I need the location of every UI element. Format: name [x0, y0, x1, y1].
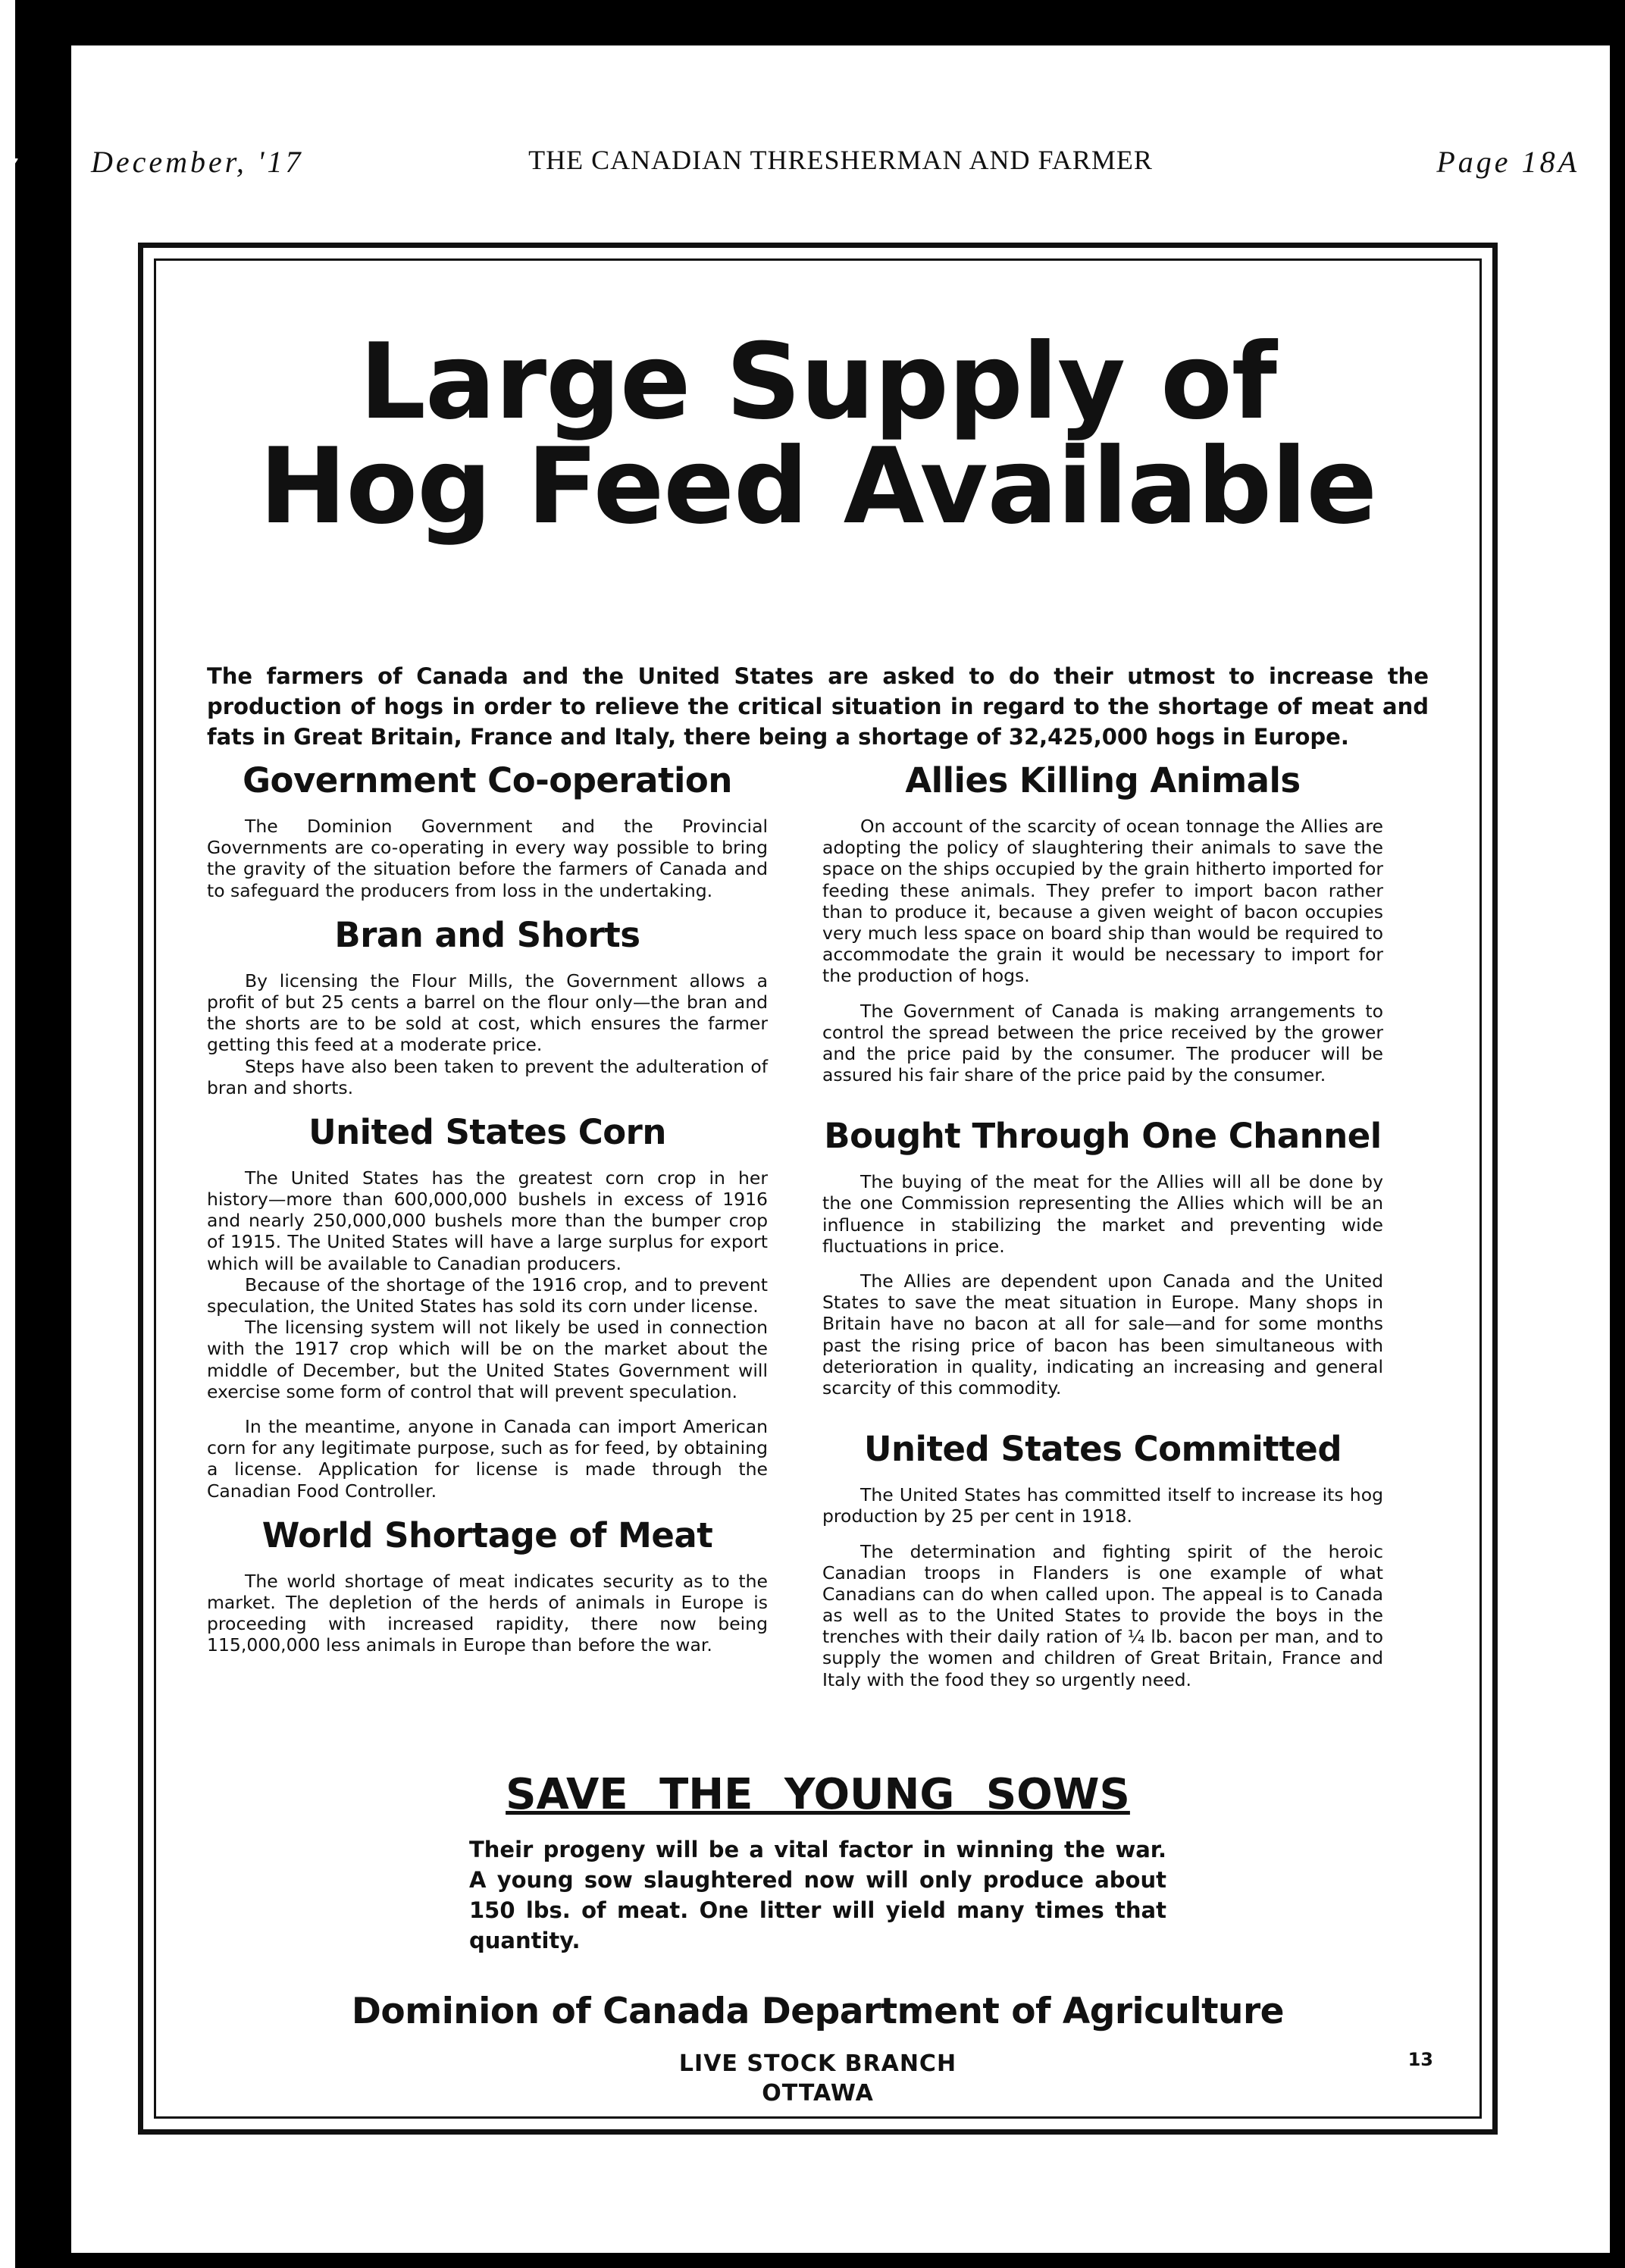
paragraph: By licensing the Flour Mills, the Government allows a profit of but 25 cents a barrel on the flour only—the bran and the shorts are to be sold at cost, which ensures the farmer getting this feed at a moderate price. [207, 970, 768, 1056]
section-title-allies-killing: Allies Killing Animals [905, 760, 1301, 800]
section-title-world-shortage: World Shortage of Meat [261, 1515, 713, 1555]
save-sows-heading: SAVE THE YOUNG SOWS [506, 1770, 1130, 1819]
left-column [207, 747, 768, 1656]
city-name: OTTAWA [762, 2080, 874, 2107]
paragraph: Steps have also been taken to prevent the adulteration of bran and shorts. [207, 1055, 768, 1098]
headline [157, 321, 1479, 547]
section-title-corn: United States Corn [308, 1111, 666, 1152]
magazine-page [71, 45, 1610, 2253]
paragraph: The Allies are dependent upon Canada and the United States to save the meat situation in Europe. Many shops in Britain have no bacon at all for sale—and for some months past the rising price of bacon has been simultaneous with deterioration in quality, indicating an increasing and general scarcity of this commodity. [822, 1270, 1383, 1399]
section-title-one-channel: Bought Through One Channel [824, 1116, 1382, 1157]
branch-name: LIVE STOCK BRANCH [678, 2050, 957, 2078]
page-number: Page 18A [1436, 145, 1580, 179]
running-head [71, 144, 1610, 190]
paragraph: In the meantime, anyone in Canada can import American corn for any legitimate purpose, such as for feed, by obtaining a license. Application for license is made through the Canadian Food Controller. [207, 1415, 768, 1502]
section-title-bran: Bran and Shorts [334, 914, 640, 955]
ad-number: 13 [1407, 2049, 1433, 2070]
headline-line-2: Hog Feed Available [258, 425, 1377, 547]
intro-paragraph: The farmers of Canada and the United States are asked to do their utmost to increase the production of hogs in order to relieve the critical situation in regard to the shortage of meat and fats in Great Britain, France and Italy, there being a shortage of 32,425,000 hogs in Europe. [207, 663, 1429, 750]
publication-title: THE CANADIAN THRESHERMAN AND FARMER [528, 145, 1153, 175]
paragraph: The buying of the meat for the Allies will all be done by the one Commission representing the Allies which will be an influence in stabilizing the market and preventing wide fluctuations in price. [822, 1171, 1383, 1257]
paragraph: The United States has committed itself to increase its hog production by 25 per cent in 1918. [822, 1484, 1383, 1527]
paragraph: The United States has the greatest corn crop in her history—more than 600,000,000 bushels in excess of 1916 and nearly 250,000,000 bushels more than the bumper crop of 1915. The United States will have a large surplus for export which will be available to Canadian producers. [207, 1167, 768, 1274]
adjacent-page-number: 7 [0, 151, 17, 188]
section-title-us-committed: United States Committed [863, 1429, 1342, 1470]
paragraph: The world shortage of meat indicates security as to the market. The depletion of the herds of animals in Europe is proceeding with increased rapidity, there now being 115,000,000 less animals in Europe than before the war. [207, 1570, 768, 1656]
ad-border [138, 243, 1498, 2135]
right-column [822, 747, 1383, 1690]
save-sows-text: Their progeny will be a vital factor in winning the war. A young sow slaughtered now will only produce about 150 lbs. of meat. One litter will yield many times that quantity. [469, 1837, 1166, 1954]
paragraph: The Dominion Government and the Provincial Governments are co-operating in every way possible to bring the gravity of the situation before the farmers of Canada and to safeguard the producers from loss in the undertaking. [207, 816, 768, 901]
department-name: Dominion of Canada Department of Agriculture [351, 1991, 1285, 2033]
adjacent-page-edge [0, 0, 15, 2268]
section-title-government: Government Co-operation [243, 760, 732, 800]
paragraph: The determination and fighting spirit of the heroic Canadian troops in Flanders is one example of what Canadians can do when called upon. The appeal is to Canada as well as to the United States to provide the boys in the trenches with their daily ration of ¼ lb. bacon per man, and to supply the women and children of Great Britain, France and Italy with the food they so urgently need. [822, 1540, 1383, 1690]
ad-content [157, 262, 1479, 2116]
headline-line-1: Large Supply of [359, 321, 1276, 443]
ad-footer [157, 1770, 1479, 2107]
issue-date: December, '17 [91, 145, 304, 179]
paragraph: The Government of Canada is making arrangements to control the spread between the price received by the grower and the price paid by the consumer. The producer will be assured his fair share of the price paid by the consumer. [822, 1000, 1383, 1086]
paragraph: The licensing system will not likely be used in connection with the 1917 crop which will be on the market about the middle of December, but the United States Government will exercise some form of control that will prevent speculation. [207, 1317, 768, 1402]
paragraph: On account of the scarcity of ocean tonnage the Allies are adopting the policy of slaughtering their animals to save the space on the ships occupied by the grain hitherto imported for feeding these animals. They prefer to import bacon rather than to produce it, because a given weight of bacon occupies very much less space on board ship than would be required to accommodate the grain it would be necessary to import for the production of hogs. [822, 816, 1383, 987]
paragraph: Because of the shortage of the 1916 crop, and to prevent speculation, the United States has sold its corn under license. [207, 1273, 768, 1317]
